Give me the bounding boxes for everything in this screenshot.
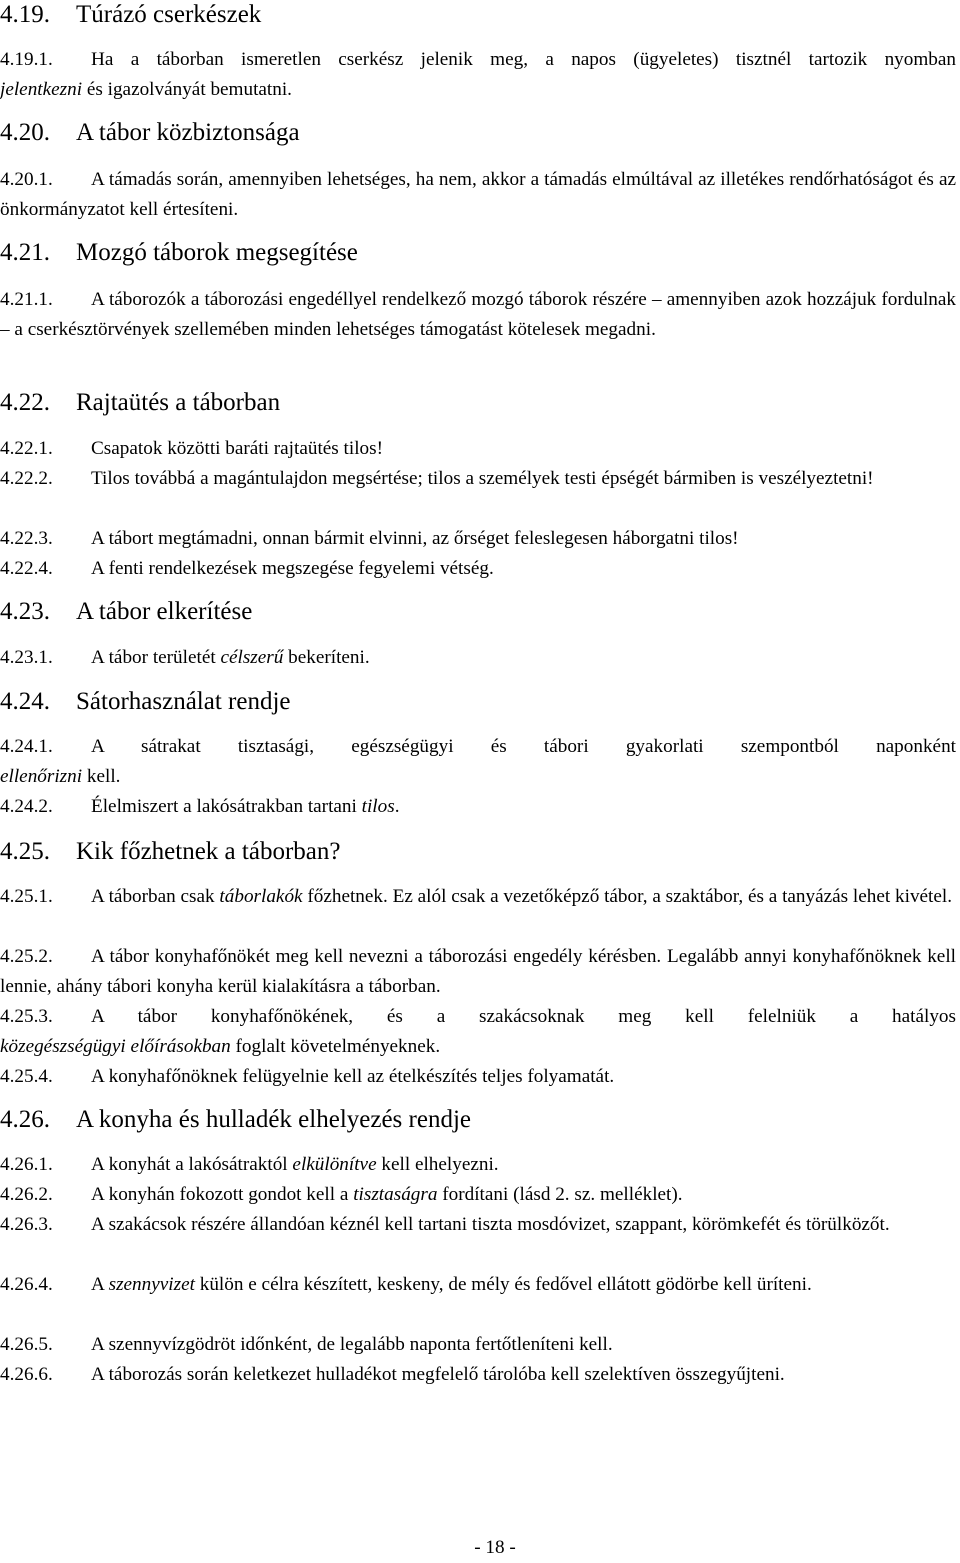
- paragraph: [0, 1150, 956, 1180]
- item-number: 4.26.4.: [0, 1274, 53, 1295]
- item-text: A táborban csak: [91, 886, 220, 907]
- item-text: A tábor konyhafőnökét meg kell nevezni a táborozási engedély kérésben. Legalább annyi konyhafőnöknek kell lennie, ahány tábori konyha kerül kialakításra a táborban.: [0, 946, 956, 997]
- section-title: Kik főzhetnek a táborban?: [76, 838, 341, 865]
- item-text-emphasis: célszerű: [220, 647, 284, 668]
- item-text: foglalt követelményeknek.: [230, 1036, 441, 1057]
- section-number: 4.26.: [0, 1106, 50, 1133]
- section-number: 4.25.: [0, 838, 50, 865]
- section-number: 4.21.: [0, 239, 50, 266]
- paragraph: [0, 792, 956, 822]
- item-text-emphasis: közegészségügyi előírásokban: [0, 1036, 231, 1057]
- item-text-emphasis: szennyvizet: [108, 1274, 195, 1295]
- section-number: 4.19.: [0, 1, 50, 28]
- paragraph: [0, 464, 956, 494]
- item-text: A sátrakat tisztasági, egészségügyi és tábori gyakorlati szempontból naponként: [91, 736, 956, 757]
- paragraph: [0, 285, 956, 345]
- item-text: külön e célra készített, keskeny, de mély és fedővel ellátott gödörbe kell üríteni.: [194, 1274, 812, 1295]
- item-number: 4.25.2.: [0, 946, 53, 967]
- item-text-emphasis: tisztaságra: [353, 1184, 438, 1205]
- paragraph: [0, 1062, 956, 1092]
- item-text: A konyhafőnöknek felügyelnie kell az ételkészítés teljes folyamatát.: [91, 1066, 615, 1087]
- item-number: 4.23.1.: [0, 647, 53, 668]
- item-text: A konyhát a lakósátraktól: [91, 1154, 293, 1175]
- item-number: 4.19.1.: [0, 49, 53, 70]
- item-number: 4.26.3.: [0, 1214, 53, 1235]
- item-text: Tilos továbbá a magántulajdon megsértése; tilos a személyek testi épségét bármiben is veszélyeztetni!: [91, 468, 874, 489]
- section-heading: [0, 1105, 960, 1135]
- item-text: kell elhelyezni.: [376, 1154, 499, 1175]
- item-text: Élelmiszert a lakósátrakban tartani: [91, 796, 362, 817]
- item-number: 4.26.5.: [0, 1334, 53, 1355]
- paragraph: [0, 165, 956, 225]
- item-text: .: [394, 796, 400, 817]
- paragraph: [0, 1270, 956, 1300]
- paragraph: [0, 524, 956, 554]
- item-number: 4.25.4.: [0, 1066, 53, 1087]
- item-number: 4.25.3.: [0, 1006, 53, 1027]
- section-number: 4.24.: [0, 688, 50, 715]
- section-title: A tábor közbiztonsága: [76, 119, 300, 146]
- paragraph: [0, 554, 956, 584]
- item-number: 4.24.1.: [0, 736, 53, 757]
- item-number: 4.24.2.: [0, 796, 53, 817]
- item-text-emphasis: elkülönítve: [292, 1154, 377, 1175]
- item-text: A támadás során, amennyiben lehetséges, ha nem, akkor a támadás elmúltával az illetékes rendőrhatóságot és az önkormányzatot kell értesíteni.: [0, 169, 956, 220]
- paragraph: [0, 942, 956, 1002]
- item-text-emphasis: tilos: [361, 796, 395, 817]
- item-text: kell.: [82, 766, 121, 787]
- paragraph: [0, 45, 956, 105]
- paragraph: [0, 1180, 956, 1210]
- item-text: A tábor területét: [91, 647, 221, 668]
- section-heading: [0, 388, 960, 418]
- item-text: A szennyvízgödröt időnként, de legalább naponta fertőtleníteni kell.: [91, 1334, 613, 1355]
- paragraph: [0, 882, 956, 912]
- section-heading: [0, 238, 960, 268]
- item-text: Ha a táborban ismeretlen cserkész jelenik meg, a napos (ügyeletes) tisztnél tartozik nyomban: [91, 49, 956, 70]
- item-text: A tábor konyhafőnökének, és a szakácsoknak meg kell felelniük a hatályos: [91, 1006, 956, 1027]
- section-title: A tábor elkerítése: [76, 598, 253, 625]
- item-number: 4.22.3.: [0, 528, 53, 549]
- item-number: 4.26.1.: [0, 1154, 53, 1175]
- paragraph: [0, 1002, 956, 1062]
- section-number: 4.20.: [0, 119, 50, 146]
- item-text-emphasis: ellenőrizni: [0, 766, 83, 787]
- section-heading: [0, 118, 960, 148]
- item-text: A konyhán fokozott gondot kell a: [91, 1184, 354, 1205]
- paragraph: [0, 1330, 956, 1360]
- item-number: 4.26.6.: [0, 1364, 53, 1385]
- section-title: Rajtaütés a táborban: [76, 389, 281, 416]
- item-number: 4.22.2.: [0, 468, 53, 489]
- section-title: A konyha és hulladék elhelyezés rendje: [76, 1106, 471, 1133]
- section-title: Túrázó cserkészek: [76, 1, 262, 28]
- item-number: 4.25.1.: [0, 886, 53, 907]
- item-text: A fenti rendelkezések megszegése fegyelemi vétség.: [91, 558, 494, 579]
- item-number: 4.21.1.: [0, 289, 53, 310]
- item-text: A szakácsok részére állandóan kéznél kell tartani tiszta mosdóvizet, szappant, körömkefét és törülközőt.: [91, 1214, 890, 1235]
- item-text: és igazolványát bemutatni.: [82, 79, 292, 100]
- item-number: 4.26.2.: [0, 1184, 53, 1205]
- item-text: A: [91, 1274, 109, 1295]
- item-text-emphasis: táborlakók: [219, 886, 303, 907]
- section-heading: [0, 0, 960, 30]
- section-number: 4.23.: [0, 598, 50, 625]
- page-number: - 18 -: [474, 1537, 516, 1558]
- item-text: A táborozók a táborozási engedéllyel rendelkező mozgó táborok részére – amennyiben azok hozzájuk fordulnak – a cserkésztörvények szellemében minden lehetséges támogatást kötelesek megadni.: [0, 289, 956, 340]
- item-text: A táborozás során keletkezet hulladékot megfelelő tárolóba kell szelektíven összegyűjteni.: [91, 1364, 785, 1385]
- paragraph: [0, 643, 956, 673]
- paragraph: [0, 1360, 956, 1390]
- item-number: 4.22.4.: [0, 558, 53, 579]
- item-text: bekeríteni.: [283, 647, 370, 668]
- item-text: fordítani (lásd 2. sz. melléklet).: [437, 1184, 683, 1205]
- paragraph: [0, 732, 956, 792]
- item-text: főzhetnek. Ez alól csak a vezetőképző tábor, a szaktábor, és a tanyázás lehet kivétel.: [302, 886, 953, 907]
- item-text: Csapatok közötti baráti rajtaütés tilos!: [91, 438, 384, 459]
- section-title: Sátorhasználat rendje: [76, 688, 291, 715]
- paragraph: [0, 434, 956, 464]
- item-number: 4.22.1.: [0, 438, 53, 459]
- section-heading: [0, 837, 960, 867]
- item-text: A tábort megtámadni, onnan bármit elvinni, az őrséget feleslegesen háborgatni tilos!: [91, 528, 739, 549]
- item-number: 4.20.1.: [0, 169, 53, 190]
- item-text-emphasis: jelentkezni: [0, 79, 83, 100]
- section-heading: [0, 687, 960, 717]
- section-title: Mozgó táborok megsegítése: [76, 239, 358, 266]
- section-heading: [0, 597, 960, 627]
- paragraph: [0, 1210, 956, 1240]
- section-number: 4.22.: [0, 389, 50, 416]
